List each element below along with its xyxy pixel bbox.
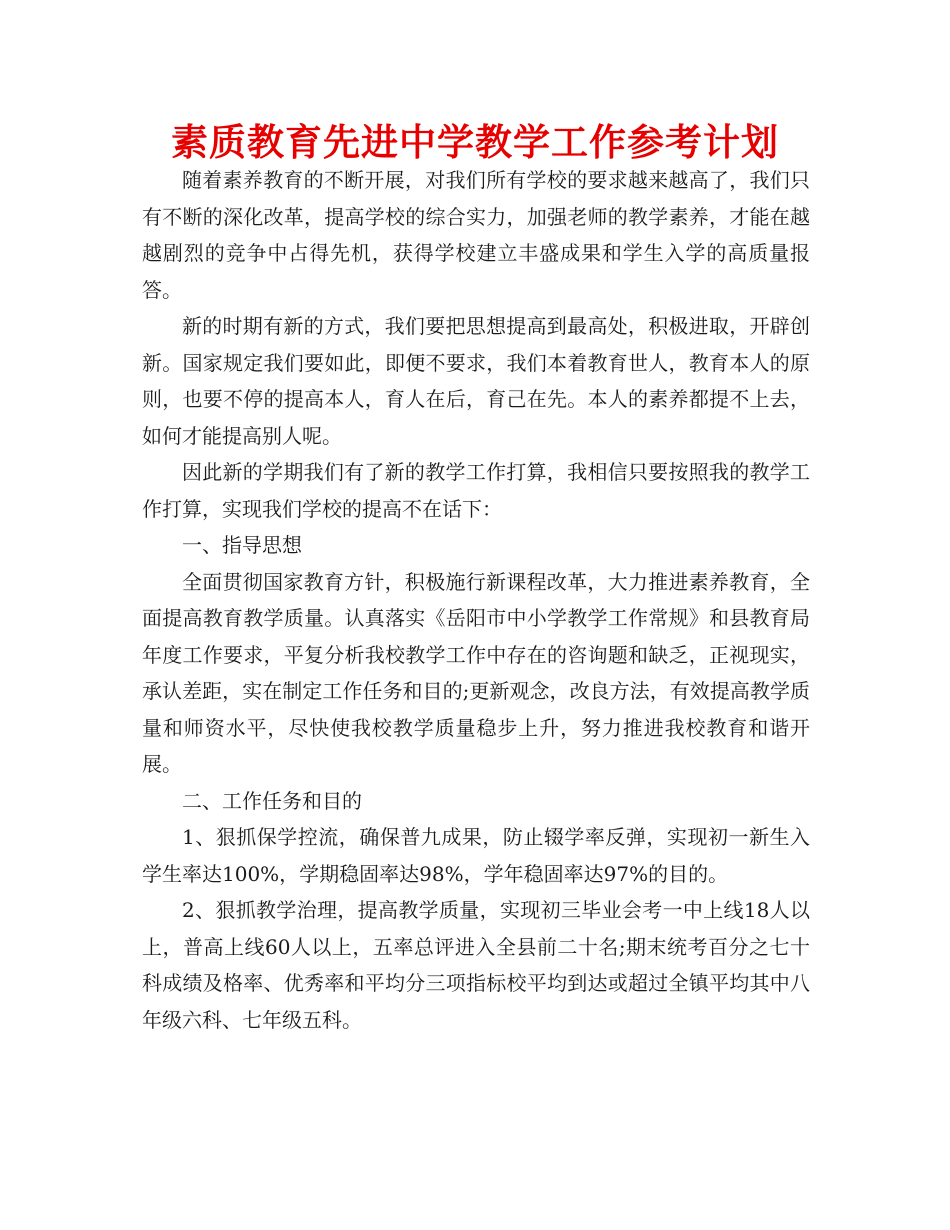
- section-heading: 一、指导思想: [182, 533, 302, 557]
- paragraph: 2、狠抓教学治理，提高教学质量，实现初三毕业会考一中上线18人以上，普高上线60人以上，五率总评进入全县前二十名;期末统考百分之七十科成绩及格率、优秀率和平均分三项指标校平均到达或超过全镇平均其中八年级六科、七年级五科。: [142, 898, 810, 1032]
- paragraph: 1、狠抓保学控流，确保普九成果，防止辍学率反弹，实现初一新生入学生率达100%，学期稳固率达98%，学年稳固率达97%的目的。: [142, 825, 810, 886]
- section-heading: 二、工作任务和目的: [182, 788, 362, 813]
- paragraph: 新的时期有新的方式，我们要把思想提高到最高处，积极进取，开辟创新。国家规定我们要如此，即便不要求，我们本着教育世人，教育本人的原则，也要不停的提高本人，育人在后，育己在先。本人的素养都提不上去，如何才能提高别人呢。: [142, 314, 810, 448]
- paragraph: 随着素养教育的不断开展，对我们所有学校的要求越来越高了，我们只有不断的深化改革，提高学校的综合实力，加强老师的教学素养，才能在越越剧烈的竞争中占得先机，获得学校建立丰盛成果和学生入学的高质量报答。: [142, 168, 810, 302]
- paragraph: 全面贯彻国家教育方针，积极施行新课程改革，大力推进素养教育，全面提高教育教学质量。认真落实《岳阳市中小学教学工作常规》和县教育局年度工作要求，平复分析我校教学工作中存在的咨询题和缺乏，正视现实，承认差距，实在制定工作任务和目的;更新观念，改良方法，有效提高教学质量和师资水平，尽快使我校教学质量稳步上升，努力推进我校教育和谐开展。: [142, 569, 810, 776]
- paragraph: 因此新的学期我们有了新的教学工作打算，我相信只要按照我的教学工作打算，实现我们学校的提高不在话下：: [142, 460, 810, 521]
- document-body: [142, 162, 810, 1038]
- document-title: 素质教育先进中学教学工作参考计划: [171, 121, 779, 164]
